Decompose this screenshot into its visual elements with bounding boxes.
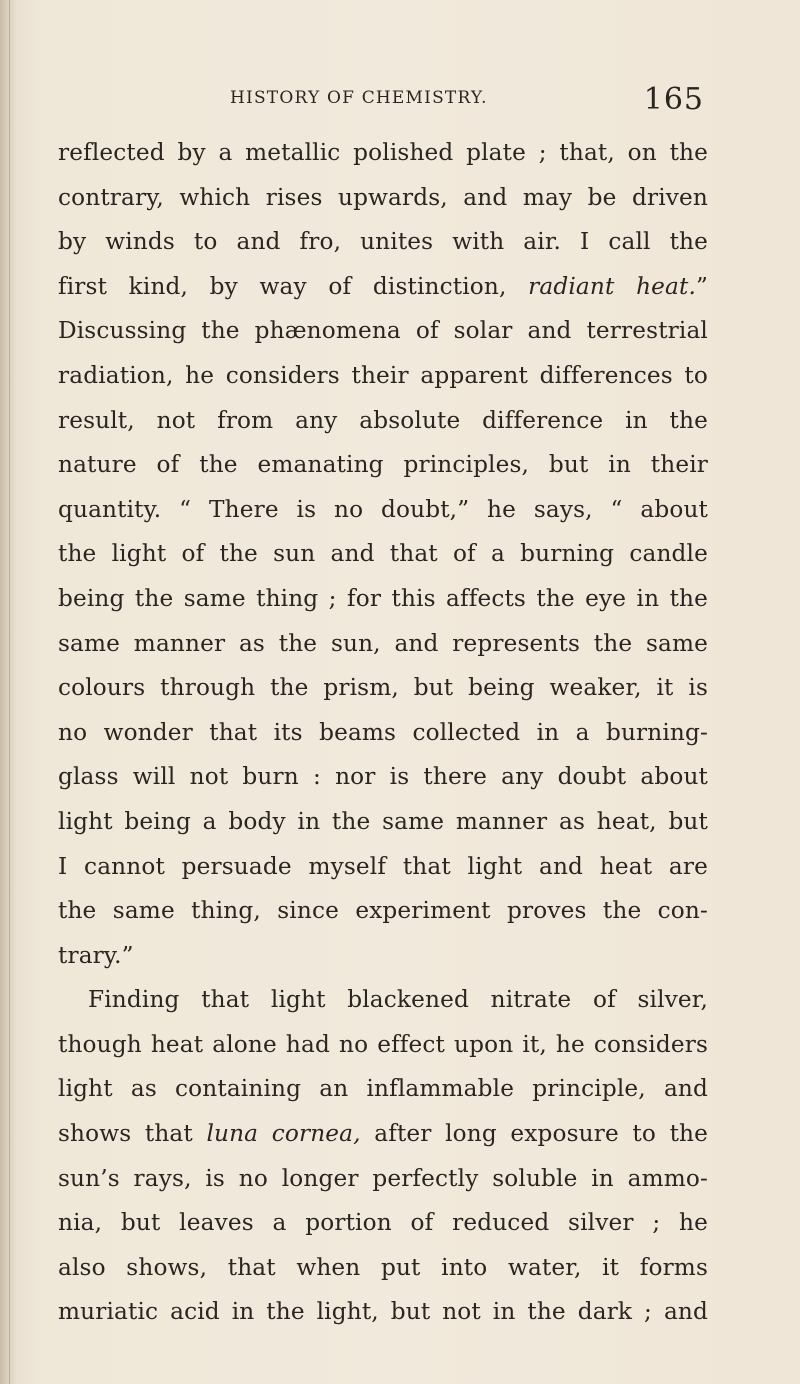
text-line: being the same thing ; for this affects the eye in the	[58, 584, 708, 612]
body-text	[58, 131, 708, 1335]
text-line: trary.”	[58, 941, 134, 969]
text-line: light as containing an inflammable principle, and	[58, 1075, 708, 1103]
text-line: though heat alone had no effect upon it, he considers	[58, 1030, 708, 1058]
text-line: nia, but leaves a portion of reduced silver ; he	[58, 1209, 708, 1237]
text-line	[58, 1112, 708, 1157]
page-number: 165	[643, 82, 704, 117]
italic-term: radiant heat.	[528, 272, 696, 300]
text-line: also shows, that when put into water, it forms	[58, 1253, 708, 1281]
text-line: glass will not burn : nor is there any doubt about	[58, 763, 708, 791]
text-line: light being a body in the same manner as heat, but	[58, 807, 708, 835]
text-line: reflected by a metallic polished plate ; that, on the	[58, 139, 708, 166]
text-line: the light of the sun and that of a burning candle	[58, 540, 708, 568]
binding-edge-line	[9, 0, 10, 1384]
text-segment: after long exposure to the	[374, 1120, 708, 1148]
text-line: colours through the prism, but being weaker, it is	[58, 674, 708, 702]
text-line: by winds to and fro, unites with air. I call the	[58, 228, 708, 256]
text-segment: shows that	[58, 1120, 193, 1148]
text-line: radiation, he considers their apparent differences to	[58, 361, 708, 389]
paragraph-start-line: Finding that light blackened nitrate of silver,	[88, 986, 708, 1014]
text-segment: first kind, by way of distinction,	[58, 272, 507, 300]
running-head-title: HISTORY OF CHEMISTRY.	[230, 88, 488, 108]
text-line: Discussing the phænomena of solar and terrestrial	[58, 317, 708, 345]
running-head	[0, 82, 800, 117]
italic-term: luna cornea,	[206, 1120, 361, 1148]
text-line: sun’s rays, is no longer perfectly soluble in ammo-	[58, 1164, 708, 1192]
text-line: no wonder that its beams collected in a burning-	[58, 718, 708, 746]
text-line: I cannot persuade myself that light and heat are	[58, 852, 708, 880]
text-line: the same thing, since experiment proves the con-	[58, 897, 708, 925]
text-line: same manner as the sun, and represents the same	[58, 629, 708, 657]
text-line: result, not from any absolute difference in the	[58, 406, 708, 434]
closing-quote: ”	[696, 272, 709, 300]
text-line	[58, 265, 708, 310]
page-gutter-shadow	[0, 0, 16, 1384]
text-line: quantity. “ There is no doubt,” he says, “ about	[58, 495, 708, 523]
text-line: nature of the emanating principles, but in their	[58, 451, 708, 479]
text-line: muriatic acid in the light, but not in the dark ; and	[58, 1298, 708, 1326]
text-line: contrary, which rises upwards, and may be driven	[58, 183, 708, 211]
